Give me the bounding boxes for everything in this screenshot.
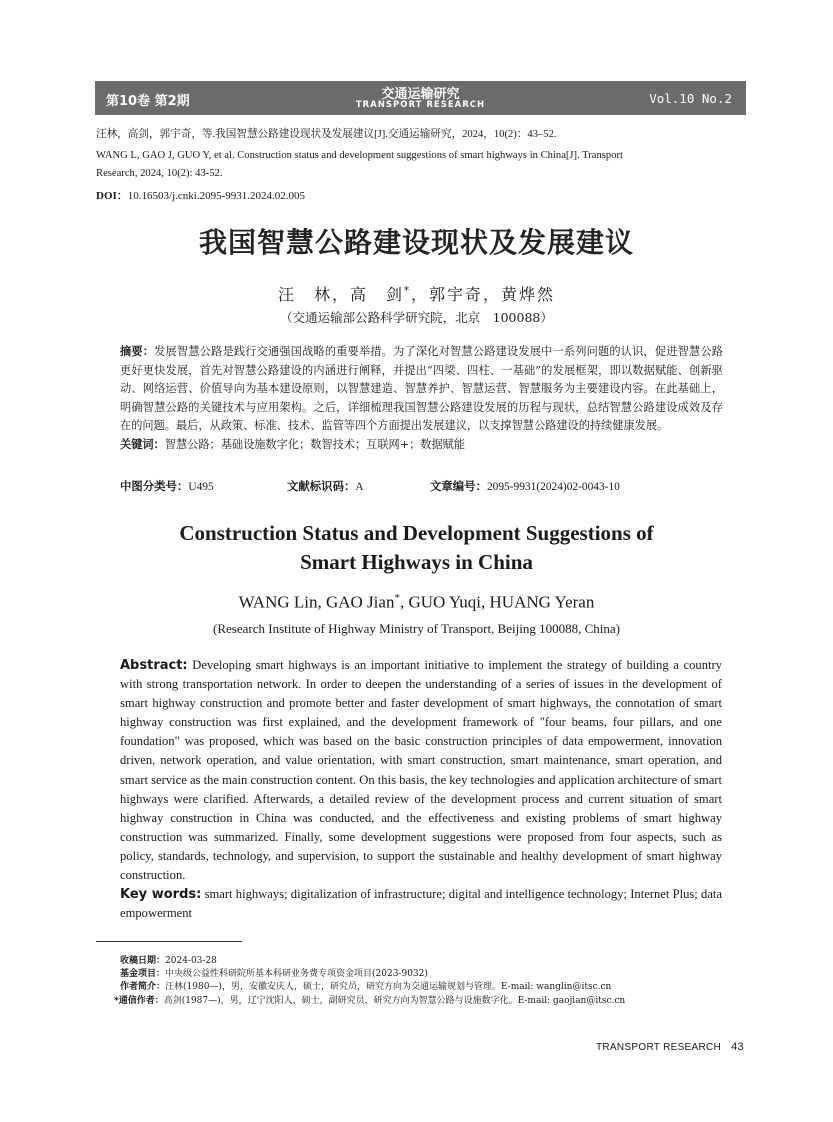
classification-number — [120, 478, 214, 494]
authors-cn-part2: ，郭宇奇，黄烨然 — [411, 285, 556, 304]
abstract-en-label: Abstract: — [120, 658, 188, 673]
keywords-en-label: Key words: — [120, 887, 202, 903]
corresponding-mark-en: * — [394, 592, 400, 604]
abstract-cn — [120, 343, 723, 455]
fund-label: 基金项目： — [120, 969, 166, 979]
keywords-en-text: smart highways; digitalization of infrastructure; digital and intelligence technology; Internet Plus; data empowerment — [120, 887, 722, 921]
paper-title-en-line2: Smart Highways in China — [300, 550, 533, 574]
doi-label: DOI： — [96, 190, 128, 202]
document-code-label: 文献标识码： — [287, 479, 356, 493]
journal-name-cn: 交通运输研究 — [381, 87, 460, 102]
doi-value[interactable]: 10.16503/j.cnki.2095-9931.2024.02.005 — [127, 190, 305, 202]
document-code-value: A — [355, 481, 364, 493]
page-footer — [596, 1041, 744, 1053]
footer-journal: TRANSPORT RESEARCH — [596, 1042, 722, 1053]
corresponding-label: *通信作者： — [114, 996, 164, 1006]
authors-cn — [0, 282, 833, 305]
fund-value: 中央级公益性科研院所基本科研业务费专项资金项目(2023-9032) — [165, 969, 428, 979]
citation-en-line2: Research, 2024, 10(2): 43-52. — [96, 168, 223, 179]
citation-en-line1: WANG L, GAO J, GUO Y, et al. Construction status and development suggestions of smart highways in China[J]. Transport — [96, 150, 623, 161]
volume-issue-en: Vol.10 No.2 — [649, 91, 732, 106]
page-number: 43 — [731, 1041, 744, 1053]
paper-title-cn: 我国智慧公路建设现状及发展建议 — [198, 226, 634, 259]
abstract-cn-label: 摘要： — [120, 345, 155, 358]
authors-en — [0, 592, 833, 613]
paper-title-en — [0, 519, 833, 577]
volume-issue-cn: 第10卷 第2期 — [106, 94, 190, 109]
keywords-cn-text: 智慧公路；基础设施数字化；数智技术；互联网+；数据赋能 — [164, 437, 466, 451]
affiliation-en: (Research Institute of Highway Ministry of Transport, Beijing 100088, China) — [213, 621, 620, 636]
authors-cn-part1: 汪 林，高 剑 — [277, 285, 404, 304]
received-label: 收稿日期： — [120, 956, 166, 966]
article-number-label: 文章编号： — [430, 479, 487, 493]
authors-en-part2: , GUO Yuqi, HUANG Yeran — [399, 592, 595, 612]
journal-header-bar — [95, 81, 746, 115]
doi — [96, 187, 305, 203]
corresponding-value: 高剑(1987—)，男，辽宁沈阳人，硕士，副研究员，研究方向为智慧公路与设施数字化。E-mail: gaojian@itsc.cn — [163, 996, 626, 1006]
corresponding-mark-cn: * — [404, 285, 411, 297]
author-bio-value: 汪林(1980—)，男，安徽安庆人，硕士，研究员，研究方向为交通运输规划与管理。E-mail: wanglin@itsc.cn — [165, 982, 612, 992]
article-number-value: 2095-9931(2024)02-0043-10 — [486, 481, 620, 493]
document-code — [287, 478, 364, 494]
classification-label: 中图分类号： — [120, 479, 189, 493]
author-bio-label: 作者简介： — [120, 982, 166, 992]
keywords-cn-label: 关键词： — [120, 437, 165, 451]
paper-title-en-line1: Construction Status and Development Suggestions of — [179, 521, 654, 545]
authors-en-part1: WANG Lin, GAO Jian — [238, 592, 395, 612]
footnote-corresponding — [114, 994, 734, 1009]
footnote-author — [120, 980, 740, 995]
abstract-en-text: Developing smart highways is an important initiative to implement the strategy of building a country with strong transportation network. In order to deepen the understanding of a series of issues in the development of smart highway construction and promote better and faster development of smart highways, the connotation of smart highway construction was first explained, and the development framework of "four beams, four pillars, and one foundation" was proposed, which was based on the basic construction principles of data empowerment, innovation driven, network operation, and value orientation, with smart construction, smart maintenance, smart operation, and smart service as the main construction content. On this basis, the key technologies and application architecture of smart highways were clarified. Afterwards, a detailed review of the development process and current situation of smart highway construction in China was conducted, and the effectiveness and existing problems of smart highway construction was summarized. Finally, some development suggestions were proposed from four aspects, such as policy, standards, technology, and supervision, to support the sustainable and healthy development of smart highway construction. — [120, 658, 722, 883]
affiliation-cn: （交通运输部公路科学研究院，北京 100088） — [280, 310, 553, 325]
abstract-cn-text: 发展智慧公路是践行交通强国战略的重要举措。为了深化对智慧公路建设发展中一系列问题的认识，促进智慧公路更好更快发展，首先对智慧公路建设的内涵进行阐释，并提出“四梁、四柱、一基础”的发展框架，即以数据赋能、创新驱动、网络运营、价值导向为基本建设原则，以智慧建造、智慧养护、智慧运营、智慧服务为主要建设内容。在此基础上，明确智慧公路的关键技术与应用架构。之后，详细梳理我国智慧公路建设发展的历程与现状，总结智慧公路建设成效及存在的问题。最后，从政策、标准、技术、监管等四个方面提出发展建议，以支撑智慧公路建设的持续健康发展。 — [120, 345, 723, 433]
received-value: 2024-03-28 — [165, 956, 217, 966]
citation-cn: 汪林，高剑，郭宇奇，等.我国智慧公路建设现状及发展建议[J].交通运输研究，2024，10(2)：43–52. — [96, 129, 557, 140]
classification-value: U495 — [188, 481, 214, 493]
journal-name-en: TRANSPORT RESEARCH — [355, 100, 486, 110]
abstract-en — [120, 656, 722, 923]
article-number — [430, 478, 620, 494]
footnote-divider — [96, 941, 242, 942]
